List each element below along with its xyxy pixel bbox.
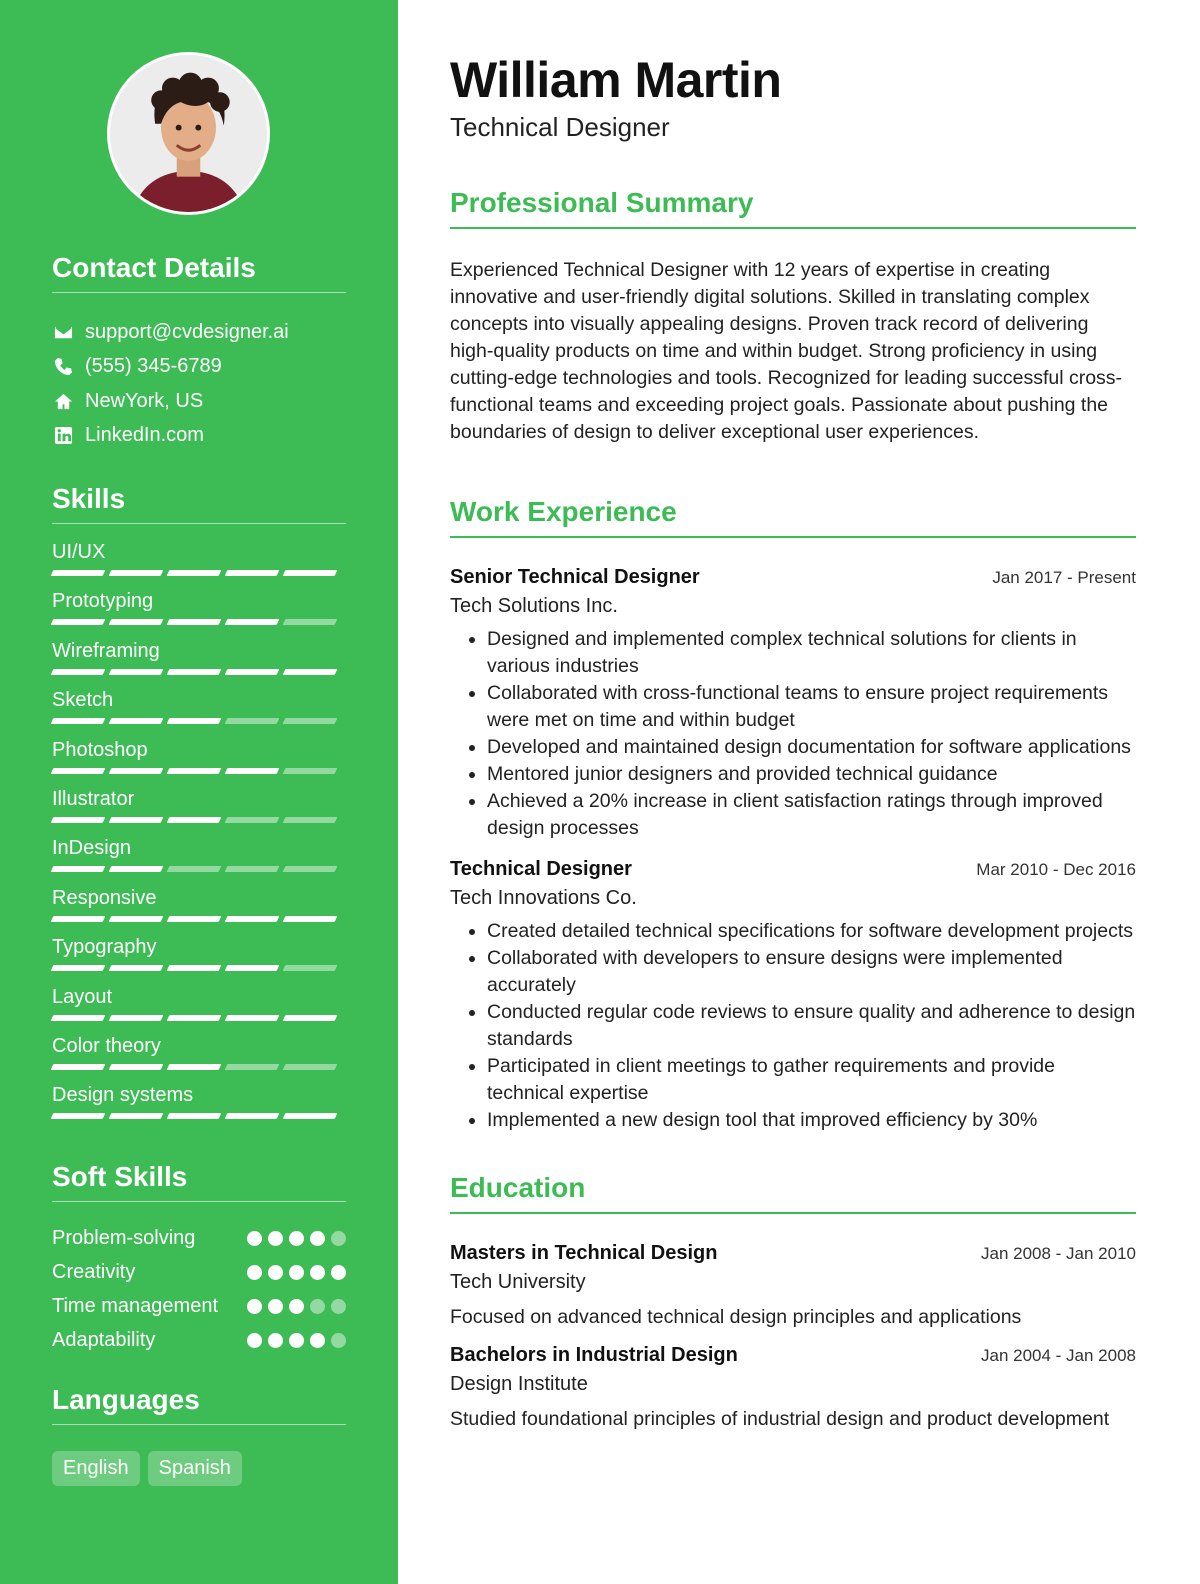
job-bullets xyxy=(450,918,1136,1134)
skill-item xyxy=(52,639,346,688)
avatar xyxy=(110,55,267,212)
skill-level-segment xyxy=(109,866,164,872)
job-entry xyxy=(450,858,1136,1134)
skill-name: Responsive xyxy=(52,886,157,909)
skill-level-bar xyxy=(52,768,346,774)
skill-level-segment xyxy=(167,1064,222,1070)
skill-level-segment xyxy=(225,619,280,625)
rating-dot xyxy=(310,1231,325,1246)
skill-name: InDesign xyxy=(52,837,131,860)
contact-linkedin-text: LinkedIn.com xyxy=(85,424,204,447)
skill-item xyxy=(52,688,346,737)
skill-item xyxy=(52,935,346,984)
soft-skill-rating xyxy=(247,1231,346,1246)
contact-list xyxy=(52,315,346,453)
skill-item xyxy=(52,540,346,589)
rating-dot xyxy=(289,1333,304,1348)
edu-dates: Jan 2008 - Jan 2010 xyxy=(980,1244,1136,1263)
skill-level-segment xyxy=(283,718,338,724)
skill-level-segment xyxy=(51,669,106,675)
skill-level-segment xyxy=(167,866,222,872)
skill-level-segment xyxy=(225,570,280,576)
skill-level-bar xyxy=(52,619,346,625)
rating-dot xyxy=(331,1333,346,1348)
soft-skill-name: Adaptability xyxy=(52,1328,156,1351)
job-bullet: • Achieved a 20% increase in client satisfaction ratings through improved design processes xyxy=(487,788,1136,842)
language-tag: English xyxy=(52,1451,140,1486)
skill-level-segment xyxy=(283,570,338,576)
job-role: Senior Technical Designer xyxy=(450,566,700,588)
skill-level-segment xyxy=(167,916,222,922)
job-entry xyxy=(450,566,1136,842)
skill-level-segment xyxy=(283,965,338,971)
job-role: Technical Designer xyxy=(450,858,632,880)
skill-level-segment xyxy=(167,768,222,774)
skill-level-segment xyxy=(283,1064,338,1070)
soft-skill-item xyxy=(52,1326,346,1354)
main-content xyxy=(450,52,1136,1432)
rating-dot xyxy=(268,1265,283,1280)
skill-level-segment xyxy=(167,718,222,724)
skill-level-bar xyxy=(52,1113,346,1119)
skill-item xyxy=(52,589,346,638)
skill-level-bar xyxy=(52,1015,346,1021)
skill-level-segment xyxy=(167,817,222,823)
skill-level-bar xyxy=(52,916,346,922)
job-bullet: • Implemented a new design tool that improved efficiency by 30% xyxy=(487,1107,1136,1134)
skill-level-segment xyxy=(167,669,222,675)
skill-level-segment xyxy=(51,1113,106,1119)
skill-level-segment xyxy=(167,1113,222,1119)
skill-level-segment xyxy=(109,916,164,922)
skill-list xyxy=(52,540,346,1133)
job-bullet: • Designed and implemented complex technical solutions for clients in various industries xyxy=(487,626,1136,680)
rating-dot xyxy=(310,1299,325,1314)
skill-level-segment xyxy=(283,619,338,625)
job-bullet: • Developed and maintained design documentation for software applications xyxy=(487,734,1136,761)
edu-school: Design Institute xyxy=(450,1373,588,1395)
skill-item xyxy=(52,787,346,836)
job-bullet: • Mentored junior designers and provided technical guidance xyxy=(487,761,1136,788)
rating-dot xyxy=(331,1231,346,1246)
edu-description: Studied foundational principles of industrial design and product development xyxy=(450,1408,1110,1430)
skill-level-segment xyxy=(225,916,280,922)
skill-level-segment xyxy=(109,1015,164,1021)
skill-level-segment xyxy=(167,1015,222,1021)
job-bullet: • Collaborated with cross-functional teams to ensure project requirements were met on time and within budget xyxy=(487,680,1136,734)
skill-level-segment xyxy=(225,866,280,872)
soft-skill-item xyxy=(52,1224,346,1252)
skill-level-segment xyxy=(109,619,164,625)
skill-level-segment xyxy=(109,718,164,724)
languages-heading: Languages xyxy=(52,1384,346,1425)
skill-level-bar xyxy=(52,965,346,971)
skill-level-segment xyxy=(167,619,222,625)
job-dates: Jan 2017 - Present xyxy=(992,568,1136,587)
edu-degree: Bachelors in Industrial Design xyxy=(450,1344,738,1366)
rating-dot xyxy=(268,1333,283,1348)
soft-skill-item xyxy=(52,1258,346,1286)
edu-degree: Masters in Technical Design xyxy=(450,1242,718,1264)
rating-dot xyxy=(331,1299,346,1314)
skill-level-segment xyxy=(225,1113,280,1119)
rating-dot xyxy=(289,1265,304,1280)
edu-dates: Jan 2004 - Jan 2008 xyxy=(980,1346,1136,1365)
rating-dot xyxy=(247,1265,262,1280)
language-list xyxy=(52,1451,346,1486)
skill-name: Design systems xyxy=(52,1084,194,1107)
skill-level-segment xyxy=(51,1015,106,1021)
skill-level-segment xyxy=(225,965,280,971)
job-dates: Mar 2010 - Dec 2016 xyxy=(976,860,1136,879)
skill-level-segment xyxy=(51,916,106,922)
skill-level-segment xyxy=(225,817,280,823)
rating-dot xyxy=(247,1231,262,1246)
soft-skill-name: Time management xyxy=(52,1294,218,1317)
skill-level-segment xyxy=(283,669,338,675)
skill-name: Illustrator xyxy=(52,787,135,810)
rating-dot xyxy=(268,1231,283,1246)
rating-dot xyxy=(268,1299,283,1314)
skill-name: UI/UX xyxy=(52,541,106,563)
profile-photo xyxy=(107,52,270,215)
education-entry xyxy=(450,1344,1136,1432)
skill-level-bar xyxy=(52,1064,346,1070)
skill-level-segment xyxy=(51,718,106,724)
job-bullet: • Collaborated with developers to ensure designs were implemented accurately xyxy=(487,945,1136,999)
skill-level-segment xyxy=(109,1113,164,1119)
soft-skills-heading: Soft Skills xyxy=(52,1161,346,1202)
summary-heading: Professional Summary xyxy=(450,187,1136,229)
skill-level-segment xyxy=(283,1113,338,1119)
skill-name: Wireframing xyxy=(52,639,160,662)
candidate-title: Technical Designer xyxy=(450,112,670,142)
skill-level-segment xyxy=(225,768,280,774)
skill-level-segment xyxy=(283,768,338,774)
skill-level-bar xyxy=(52,669,346,675)
skill-level-segment xyxy=(109,965,164,971)
phone-icon xyxy=(52,357,74,377)
skill-level-segment xyxy=(225,1015,280,1021)
skill-level-segment xyxy=(109,570,164,576)
contact-phone-text: (555) 345-6789 xyxy=(85,355,222,378)
skill-level-segment xyxy=(283,866,338,872)
rating-dot xyxy=(289,1231,304,1246)
rating-dot xyxy=(310,1333,325,1348)
skill-level-segment xyxy=(51,866,106,872)
edu-school: Tech University xyxy=(450,1271,586,1293)
contact-email[interactable] xyxy=(52,315,346,350)
skill-level-segment xyxy=(109,817,164,823)
edu-description: Focused on advanced technical design principles and applications xyxy=(450,1306,1022,1328)
skill-level-segment xyxy=(283,916,338,922)
job-company: Tech Solutions Inc. xyxy=(450,595,618,617)
soft-skill-rating xyxy=(247,1299,346,1314)
skill-name: Photoshop xyxy=(52,738,148,761)
home-icon xyxy=(52,391,74,411)
education-heading: Education xyxy=(450,1172,1136,1214)
soft-skill-name: Creativity xyxy=(52,1260,136,1283)
skill-level-segment xyxy=(225,718,280,724)
education-entry xyxy=(450,1242,1136,1330)
skill-item xyxy=(52,985,346,1034)
skill-level-segment xyxy=(225,669,280,675)
skill-level-segment xyxy=(109,1064,164,1070)
skill-name: Prototyping xyxy=(52,590,154,613)
sidebar xyxy=(0,0,398,1584)
skill-item xyxy=(52,1083,346,1132)
skill-level-segment xyxy=(51,817,106,823)
skill-level-segment xyxy=(51,768,106,774)
soft-skill-rating xyxy=(247,1265,346,1280)
rating-dot xyxy=(247,1333,262,1348)
rating-dot xyxy=(310,1265,325,1280)
contact-location-text: NewYork, US xyxy=(85,389,204,412)
skill-level-bar xyxy=(52,817,346,823)
skill-level-segment xyxy=(109,669,164,675)
skill-name: Color theory xyxy=(52,1034,161,1057)
soft-skill-name: Problem-solving xyxy=(52,1226,196,1249)
soft-skill-rating xyxy=(247,1333,346,1348)
skill-name: Layout xyxy=(52,985,113,1008)
rating-dot xyxy=(289,1299,304,1314)
linkedin-icon xyxy=(52,426,74,446)
skill-name: Typography xyxy=(52,936,157,959)
contact-email-text: support@cvdesigner.ai xyxy=(85,320,289,343)
skills-heading: Skills xyxy=(52,483,346,524)
skill-item xyxy=(52,738,346,787)
skill-level-segment xyxy=(51,965,106,971)
contact-location xyxy=(52,384,346,419)
candidate-name: William Martin xyxy=(450,52,782,108)
skill-item xyxy=(52,886,346,935)
skill-item xyxy=(52,836,346,885)
soft-skill-item xyxy=(52,1292,346,1320)
job-bullet: • Participated in client meetings to gather requirements and provide technical expertise xyxy=(487,1053,1136,1107)
skill-level-segment xyxy=(283,817,338,823)
skill-level-bar xyxy=(52,570,346,576)
skill-level-segment xyxy=(167,965,222,971)
skill-item xyxy=(52,1034,346,1083)
skill-level-segment xyxy=(51,619,106,625)
skill-level-segment xyxy=(51,570,106,576)
rating-dot xyxy=(247,1299,262,1314)
skill-name: Sketch xyxy=(52,689,114,712)
job-bullet: • Conducted regular code reviews to ensure quality and adherence to design standards xyxy=(487,999,1136,1053)
language-tag: Spanish xyxy=(148,1451,242,1486)
envelope-icon xyxy=(52,322,74,342)
skill-level-segment xyxy=(109,768,164,774)
skill-level-segment xyxy=(51,1064,106,1070)
skill-level-segment xyxy=(167,570,222,576)
job-company: Tech Innovations Co. xyxy=(450,887,637,909)
job-bullet: • Created detailed technical specifications for software development projects xyxy=(487,918,1136,945)
contact-heading: Contact Details xyxy=(52,252,346,293)
skill-level-bar xyxy=(52,866,346,872)
contact-linkedin[interactable] xyxy=(52,419,346,454)
skill-level-segment xyxy=(283,1015,338,1021)
contact-phone[interactable] xyxy=(52,350,346,385)
rating-dot xyxy=(331,1265,346,1280)
summary-text: Experienced Technical Designer with 12 years of expertise in creating innovative and user-friendly digital solutions. Skilled in translating complex concepts into visually appealing designs. Proven track record of delivering high-quality products on time and within budget. Strong proficiency in using cutting-edge technologies and tools. Recognized for leading successful cross-functional teams and exceeding project goals. Passionate about pushing the boundaries of design to deliver exceptional user experiences. xyxy=(450,259,1123,443)
job-bullets xyxy=(450,626,1136,842)
skill-level-segment xyxy=(225,1064,280,1070)
skill-level-bar xyxy=(52,718,346,724)
soft-skill-list xyxy=(52,1224,346,1354)
experience-heading: Work Experience xyxy=(450,496,1136,538)
